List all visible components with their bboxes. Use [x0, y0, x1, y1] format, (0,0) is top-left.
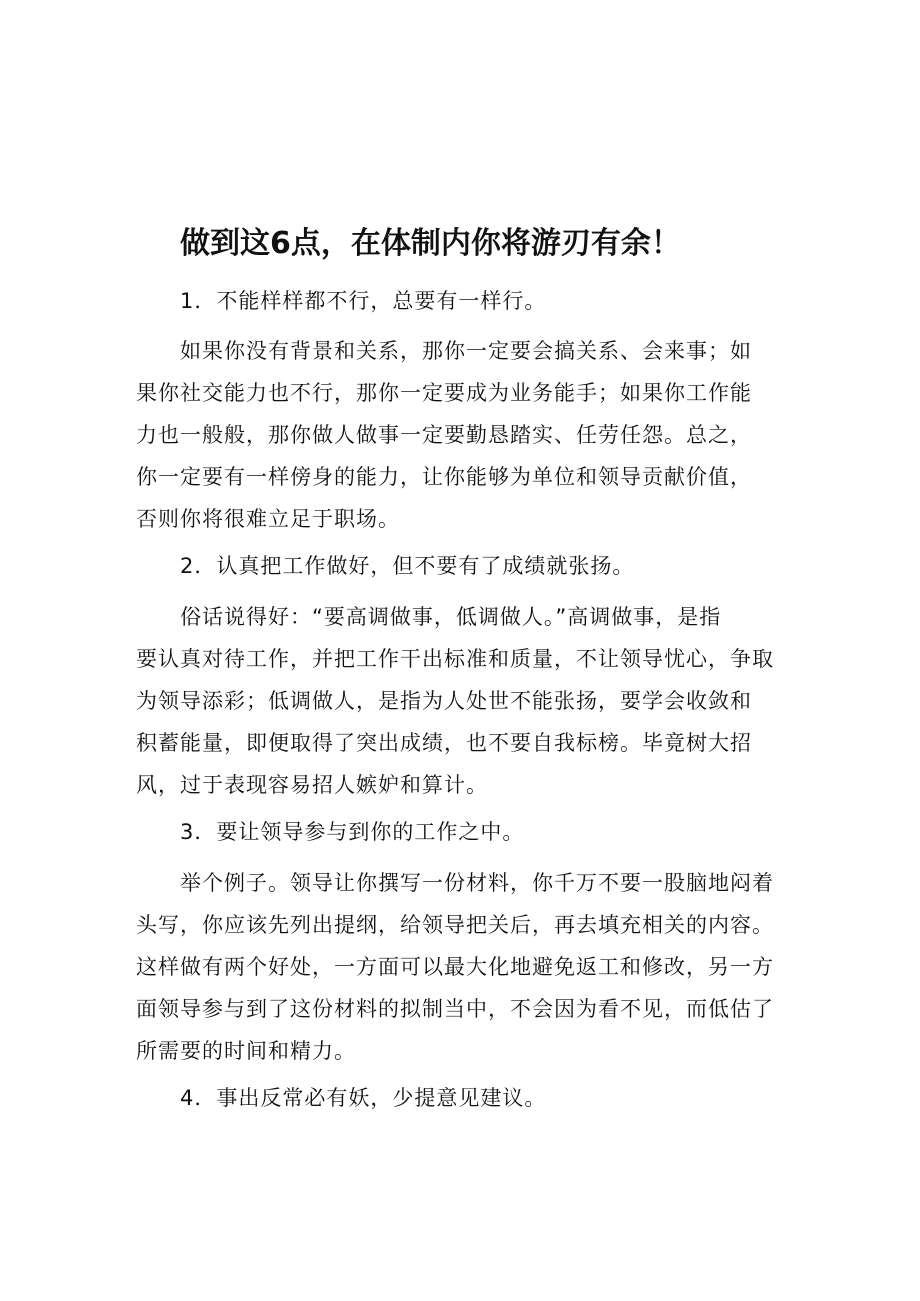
heading-text: 1．不能样样都不行，总要有一样行。	[180, 289, 547, 313]
heading-text: 3．要让领导参与到你的工作之中。	[180, 820, 525, 844]
page-title: 做到这6点，在体制内你将游刃有余！	[180, 226, 681, 261]
paragraph-line: 要认真对待工作，并把工作干出标准和质量，不让领导忧心，争取	[136, 647, 774, 671]
paragraph-line: 你一定要有一样傍身的能力，让你能够为单位和领导贡献价值，	[136, 465, 752, 489]
section-paragraph-3	[136, 862, 796, 1072]
paragraph	[136, 330, 796, 540]
section-heading-2	[136, 551, 796, 581]
paragraph	[136, 862, 796, 1072]
heading-text: 2．认真把工作做好，但不要有了成绩就张扬。	[180, 554, 635, 578]
paragraph-line: 风，过于表现容易招人嫉妒和算计。	[136, 773, 488, 797]
paragraph-line: 果你社交能力也不行，那你一定要成为业务能手；如果你工作能	[136, 381, 752, 405]
section-heading-4	[136, 1083, 796, 1113]
section-paragraph-1	[136, 330, 796, 540]
section-paragraph-2	[136, 596, 796, 806]
paragraph-line: 俗话说得好：“要高调做事，低调做人。”高调做事，是指	[180, 605, 722, 629]
paragraph-line: 如果你没有背景和关系，那你一定要会搞关系、会来事；如	[180, 339, 752, 363]
paragraph-line: 面领导参与到了这份材料的拟制当中，不会因为看不见，而低估了	[136, 997, 774, 1021]
paragraph-line: 力也一般般，那你做人做事一定要勤恳踏实、任劳任怨。总之，	[136, 423, 752, 447]
paragraph	[136, 596, 796, 806]
section-heading-3	[136, 817, 796, 847]
paragraph-line: 头写，你应该先列出提纲，给领导把关后，再去填充相关的内容。	[136, 913, 774, 937]
section-heading-1	[136, 286, 796, 316]
paragraph-line: 为领导添彩；低调做人，是指为人处世不能张扬，要学会收敛和	[136, 689, 752, 713]
paragraph-line: 举个例子。领导让你撰写一份材料，你千万不要一股脑地闷着	[180, 871, 774, 895]
heading-text: 4．事出反常必有妖，少提意见建议。	[180, 1086, 547, 1110]
paragraph-line: 积蓄能量，即便取得了突出成绩，也不要自我标榜。毕竟树大招	[136, 731, 752, 755]
paragraph-line: 这样做有两个好处，一方面可以最大化地避免返工和修改，另一方	[136, 955, 774, 979]
paragraph-line: 所需要的时间和精力。	[136, 1039, 356, 1063]
paragraph-line: 否则你将很难立足于职场。	[136, 507, 400, 531]
